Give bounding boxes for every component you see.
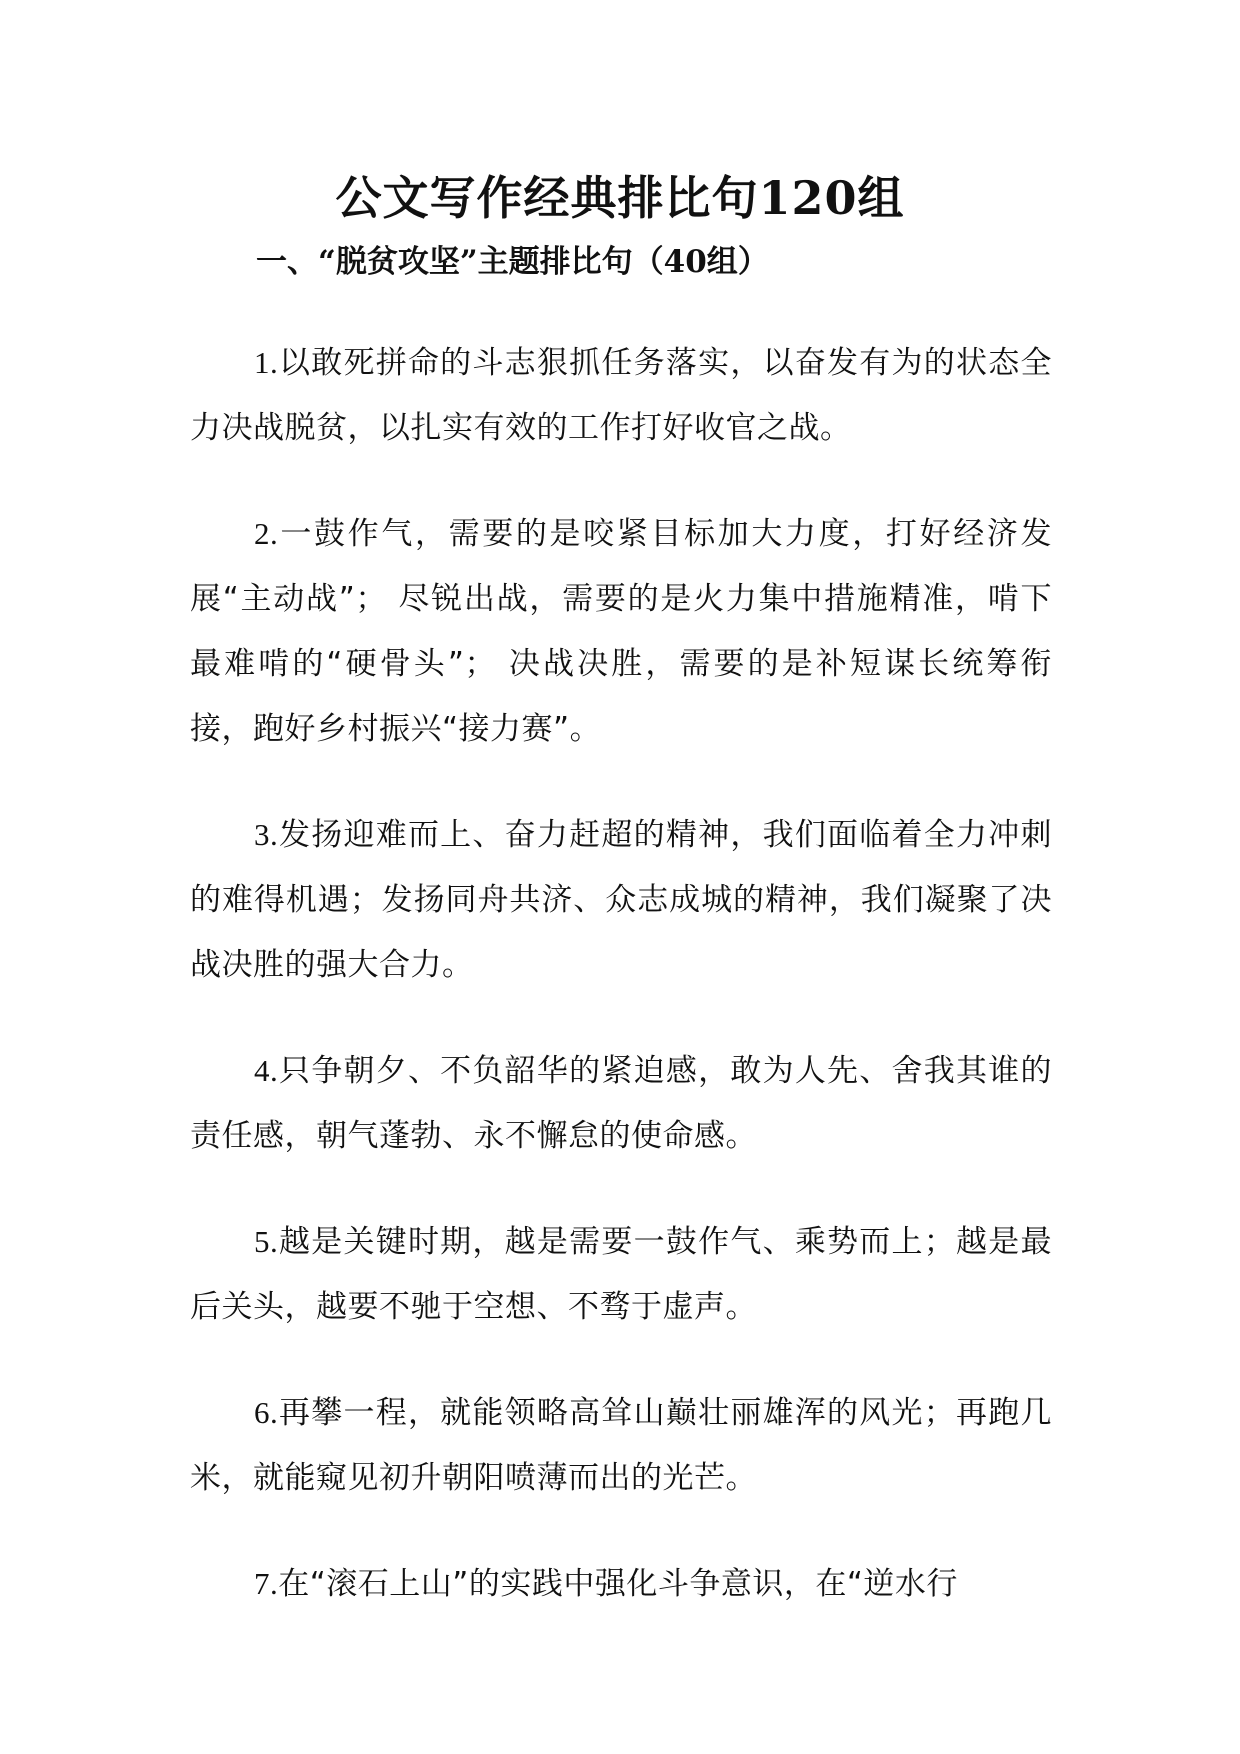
item-number: 4. [254, 1053, 279, 1088]
list-item [190, 1551, 1052, 1617]
item-text: 发扬迎难而上、奋力赶超的精神，我们面临着全力冲刺的难得机遇；发扬同舟共济、众志成城的精神，我们凝聚了决战决胜的强大合力。 [190, 817, 1052, 983]
item-number: 7. [254, 1566, 279, 1601]
item-number: 5. [254, 1224, 279, 1259]
item-text: 以敢死拼命的斗志狠抓任务落实，以奋发有为的状态全力决战脱贫，以扎实有效的工作打好收官之战。 [190, 345, 1052, 446]
item-number: 2. [254, 516, 279, 551]
list-item [190, 501, 1052, 762]
item-number: 1. [254, 345, 279, 380]
item-number: 6. [254, 1395, 279, 1430]
list-item [190, 1209, 1052, 1340]
item-number: 3. [254, 817, 279, 852]
item-text: 只争朝夕、不负韶华的紧迫感，敢为人先、舍我其谁的责任感，朝气蓬勃、永不懈怠的使命感。 [190, 1053, 1052, 1154]
list-item [190, 802, 1052, 998]
list-item [190, 1038, 1052, 1169]
document-body [190, 330, 1052, 1657]
item-text: 再攀一程，就能领略高耸山巅壮丽雄浑的风光；再跑几米，就能窥见初升朝阳喷薄而出的光芒。 [190, 1395, 1052, 1496]
list-item [190, 1380, 1052, 1511]
document-title: 公文写作经典排比句120组 [335, 171, 905, 225]
section-heading: 一、“脱贫攻坚”主题排比句（40组） [256, 244, 769, 280]
list-item [190, 330, 1052, 461]
item-text: 一鼓作气，需要的是咬紧目标加大力度，打好经济发展“主动战”； 尽锐出战，需要的是火力集中措施精准，啃下最难啃的“硬骨头”； 决战决胜，需要的是补短谋长统筹衔接，跑好乡村振兴“接力赛”。 [190, 516, 1052, 747]
item-text: 越是关键时期，越是需要一鼓作气、乘势而上；越是最后关头，越要不驰于空想、不骛于虚声。 [190, 1224, 1052, 1325]
item-text: 在“滚石上山”的实践中强化斗争意识，在“逆水行 [278, 1566, 958, 1602]
